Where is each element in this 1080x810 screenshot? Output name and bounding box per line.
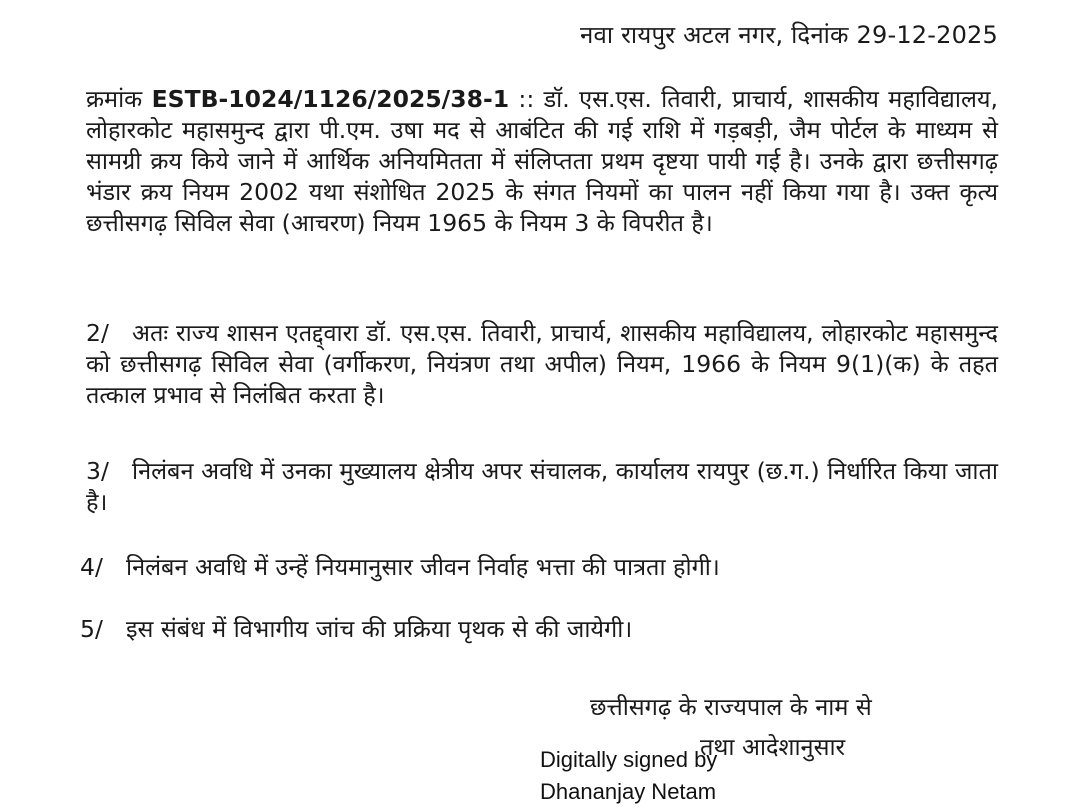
paragraph-4-text: निलंबन अवधि में उन्हें नियमानुसार जीवन निर्वाह भत्ता की पात्रता होगी। [126,553,720,581]
order-number-label: क्रमांक [86,85,143,113]
order-reference-number: ESTB-1024/1126/2025/38-1 [151,85,510,113]
digital-signature-label: Digitally signed by [540,747,718,772]
signature-authority-line: छत्तीसगढ़ के राज्यपाल के नाम से [590,693,872,721]
paragraph-4 [80,552,992,583]
paragraph-5-number: 5/ [80,615,103,643]
digital-signature-block [540,744,717,808]
paragraph-3-text: निलंबन अवधि में उनका मुख्यालय क्षेत्रीय अपर संचालक, कार्यालय रायपुर (छ.ग.) निर्धारित किया जाता है। [86,457,998,516]
paragraph-5 [80,614,992,645]
paragraph-4-number: 4/ [80,553,103,581]
paragraph-5-text: इस संबंध में विभागीय जांच की प्रक्रिया पृथक से की जायेगी। [126,615,633,643]
signature-order-line: तथा आदेशानुसार [700,733,846,761]
paragraph-1-text: :: डॉ. एस.एस. तिवारी, प्राचार्य, शासकीय महाविद्यालय, लोहारकोट महासमुन्द द्वारा पी.एम. उषा मद से आबंटित की गई राशि में गड़बड़ी, जैम पोर्टल के माध्यम से सामग्री क्रय किये जाने में आर्थिक अनियमितता में संलिप्तता प्रथम दृष्टया पायी गई है। उनके द्वारा छत्तीसगढ़ भंडार क्रय नियम 2002 यथा संशोधित 2025 के संगत नियमों का पालन नहीं किया गया है। उक्त कृत्य छत्तीसगढ़ सिविल सेवा (आचरण) नियम 1965 के नियम 3 के विपरीत है। [86,85,998,237]
paragraph-2-number: 2/ [86,319,109,347]
paragraph-2-text: अतः राज्य शासन एतद्द्वारा डॉ. एस.एस. तिवारी, प्राचार्य, शासकीय महाविद्यालय, लोहारकोट महासमुन्द को छत्तीसगढ़ सिविल सेवा (वर्गीकरण, नियंत्रण तथा अपील) नियम, 1966 के नियम 9(1)(क) के तहत तत्काल प्रभाव से निलंबित करता है। [86,319,998,409]
paragraph-3-number: 3/ [86,457,109,485]
paragraph-1 [86,84,998,239]
signer-name: Dhananjay Netam [540,779,717,804]
dateline: नवा रायपुर अटल नगर, दिनांक 29-12-2025 [579,21,998,49]
paragraph-3 [86,456,998,518]
paragraph-2 [86,318,998,411]
